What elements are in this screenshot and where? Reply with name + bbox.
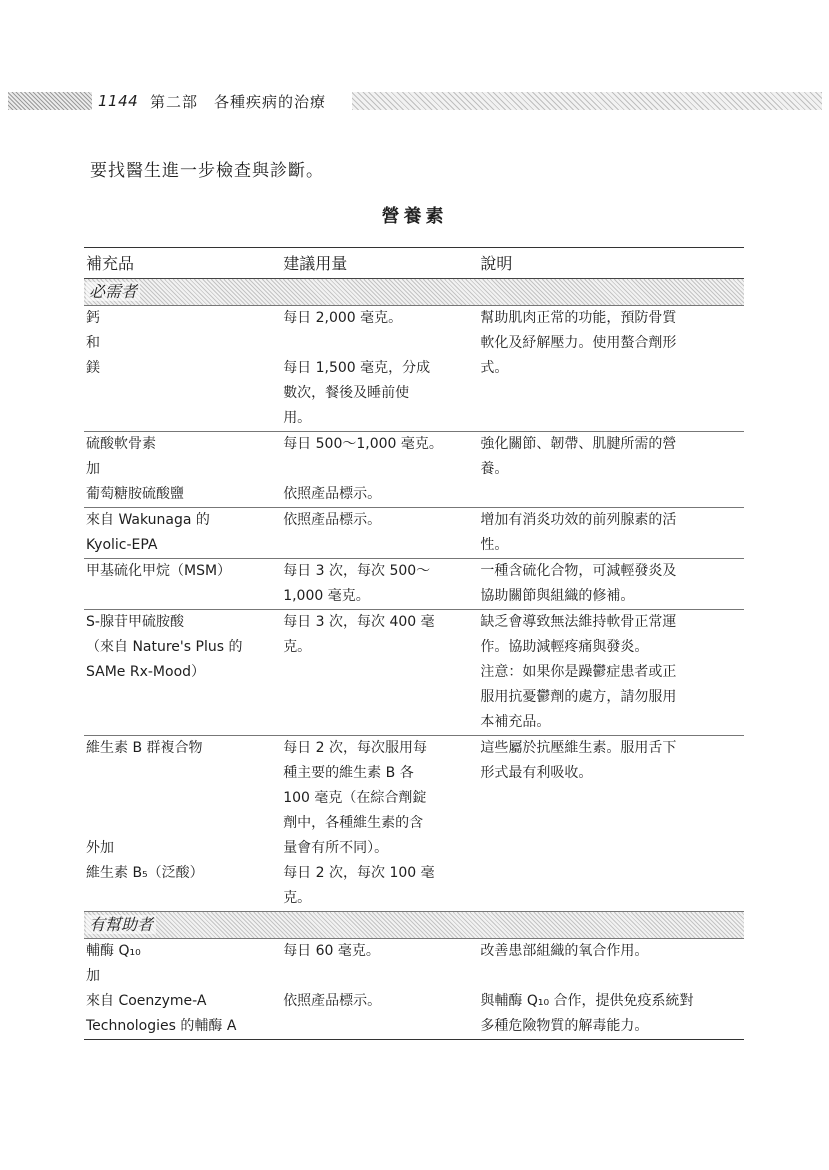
supplement-cell bbox=[84, 432, 281, 508]
dose-line: 每日 1,500 毫克，分成 bbox=[283, 360, 431, 376]
supplement-line: 葡萄糖胺硫酸鹽 bbox=[86, 486, 184, 502]
note-line: 多種危險物質的解毒能力。 bbox=[480, 1018, 649, 1034]
note-line: 與輔酶 Q₁₀ 合作，提供免疫系統對 bbox=[480, 993, 694, 1009]
note-line bbox=[480, 964, 742, 989]
note-line: 這些屬於抗壓維生素。服用舌下 bbox=[480, 740, 677, 756]
page-number: 1144 bbox=[98, 92, 139, 110]
dose-line: 依照產品標示。 bbox=[283, 486, 382, 502]
supplement-cell bbox=[84, 508, 281, 559]
supplement-line: SAMe Rx-Mood） bbox=[86, 664, 206, 680]
supplement-line: Kyolic-EPA bbox=[86, 537, 158, 553]
column-header-supplement: 補充品 bbox=[86, 254, 135, 273]
dose-cell bbox=[281, 306, 478, 432]
header-decoration-right bbox=[352, 92, 822, 110]
chapter-title: 第二部 各種疾病的治療 bbox=[150, 93, 327, 111]
supplement-line: Technologies 的輔酶 A bbox=[86, 1018, 237, 1034]
supplement-cell bbox=[84, 306, 281, 432]
supplement-line: 維生素 B 群複合物 bbox=[86, 740, 203, 756]
dose-line: 1,000 毫克。 bbox=[283, 588, 370, 604]
column-header-dose: 建議用量 bbox=[283, 254, 348, 273]
dose-cell bbox=[281, 508, 478, 559]
header-decoration-left bbox=[8, 92, 92, 110]
dose-cell bbox=[281, 559, 478, 610]
dose-line: 克。 bbox=[283, 890, 312, 906]
note-line: 一種含硫化合物，可減輕發炎及 bbox=[480, 563, 677, 579]
dose-cell bbox=[281, 610, 478, 736]
category-essential-label: 必需者 bbox=[86, 282, 140, 301]
supplement-line: 甲基硫化甲烷（MSM） bbox=[86, 563, 232, 579]
running-header bbox=[0, 84, 829, 118]
supplement-line bbox=[86, 786, 279, 811]
table-row bbox=[84, 306, 744, 432]
dose-line: 每日 3 次，每次 400 毫 bbox=[283, 614, 435, 630]
table-title: 營養素 bbox=[381, 206, 448, 227]
supplement-line: S-腺苷甲硫胺酸 bbox=[86, 614, 184, 630]
note-cell bbox=[478, 610, 744, 736]
note-line: 缺乏會導致無法維持軟骨正常運 bbox=[480, 614, 677, 630]
note-line: 幫助肌肉正常的功能，預防骨質 bbox=[480, 310, 677, 326]
note-cell bbox=[478, 736, 744, 912]
nutrient-table bbox=[84, 247, 744, 1040]
category-row-helpful bbox=[84, 912, 744, 939]
supplement-line: 輔酶 Q₁₀ bbox=[86, 943, 141, 959]
note-line: 服用抗憂鬱劑的處方，請勿服用 bbox=[480, 689, 677, 705]
dose-line: 每日 2,000 毫克。 bbox=[283, 310, 403, 326]
intro-text: 要找醫生進一步檢查與診斷。 bbox=[90, 161, 324, 181]
note-line: 性。 bbox=[480, 537, 509, 553]
dose-line: 100 毫克（在綜合劑錠 bbox=[283, 790, 427, 806]
supplement-cell bbox=[84, 559, 281, 610]
table-row bbox=[84, 736, 744, 912]
note-line: 協助關節與組織的修補。 bbox=[480, 588, 635, 604]
column-header-note: 說明 bbox=[480, 254, 513, 273]
dose-line: 種主要的維生素 B 各 bbox=[283, 765, 414, 781]
category-helpful-label: 有幫助者 bbox=[86, 915, 156, 934]
supplement-line: 來自 Wakunaga 的 bbox=[86, 512, 210, 528]
note-line: 軟化及紓解壓力。使用螯合劑形 bbox=[480, 335, 677, 351]
supplement-line: 來自 Coenzyme-A bbox=[86, 993, 207, 1009]
table-row bbox=[84, 432, 744, 508]
note-line: 式。 bbox=[480, 360, 509, 376]
dose-line: 每日 2 次，每次 100 毫 bbox=[283, 865, 435, 881]
dose-line: 每日 60 毫克。 bbox=[283, 943, 380, 959]
note-cell bbox=[478, 508, 744, 559]
table-row bbox=[84, 939, 744, 1040]
dose-line bbox=[283, 964, 476, 989]
supplement-line: 硫酸軟骨素 bbox=[86, 436, 156, 452]
note-cell bbox=[478, 432, 744, 508]
dose-line: 劑中，各種維生素的含 bbox=[283, 815, 424, 831]
supplement-line bbox=[86, 811, 279, 836]
helpful-rows bbox=[84, 939, 744, 1040]
dose-line: 依照產品標示。 bbox=[283, 512, 382, 528]
supplement-cell bbox=[84, 939, 281, 1040]
table-row bbox=[84, 508, 744, 559]
supplement-cell bbox=[84, 736, 281, 912]
table-row bbox=[84, 610, 744, 736]
dose-line: 克。 bbox=[283, 639, 312, 655]
dose-line: 每日 500～1,000 毫克。 bbox=[283, 436, 443, 452]
dose-line: 數次，餐後及睡前使 bbox=[283, 385, 410, 401]
dose-line: 每日 2 次，每次服用每 bbox=[283, 740, 427, 756]
note-cell bbox=[478, 306, 744, 432]
supplement-line bbox=[86, 761, 279, 786]
category-row-essential bbox=[84, 279, 744, 306]
dose-line bbox=[283, 457, 476, 482]
essential-rows bbox=[84, 306, 744, 912]
note-cell bbox=[478, 559, 744, 610]
note-cell bbox=[478, 939, 744, 1040]
dose-line: 依照產品標示。 bbox=[283, 993, 382, 1009]
supplement-cell bbox=[84, 610, 281, 736]
table-row bbox=[84, 559, 744, 610]
dose-line bbox=[283, 331, 476, 356]
table-header-row bbox=[84, 248, 744, 279]
dose-cell bbox=[281, 939, 478, 1040]
dose-cell bbox=[281, 432, 478, 508]
supplement-line: 鎂 bbox=[86, 360, 100, 376]
note-line: 改善患部組織的氧合作用。 bbox=[480, 943, 649, 959]
supplement-line: 鈣 bbox=[86, 310, 100, 326]
dose-cell bbox=[281, 736, 478, 912]
note-line: 本補充品。 bbox=[480, 714, 551, 730]
dose-line: 用。 bbox=[283, 410, 312, 426]
supplement-line: 維生素 B₅（泛酸） bbox=[86, 865, 204, 881]
note-line: 強化關節、韌帶、肌腱所需的營 bbox=[480, 436, 677, 452]
supplement-line: 加 bbox=[86, 461, 100, 477]
note-line: 養。 bbox=[480, 461, 509, 477]
supplement-line: 加 bbox=[86, 968, 100, 984]
note-line: 注意：如果你是躁鬱症患者或正 bbox=[480, 664, 677, 680]
dose-line: 量會有所不同）。 bbox=[283, 840, 389, 856]
supplement-line: 和 bbox=[86, 335, 100, 351]
dose-line: 每日 3 次，每次 500～ bbox=[283, 563, 431, 579]
note-line: 形式最有利吸收。 bbox=[480, 765, 593, 781]
supplement-line: 外加 bbox=[86, 840, 114, 856]
supplement-line: （來自 Nature's Plus 的 bbox=[86, 639, 243, 655]
note-line: 作。協助減輕疼痛與發炎。 bbox=[480, 639, 649, 655]
note-line: 增加有消炎功效的前列腺素的活 bbox=[480, 512, 677, 528]
